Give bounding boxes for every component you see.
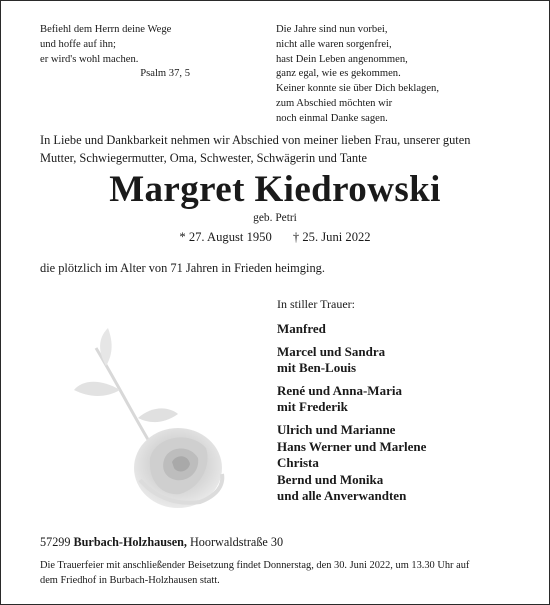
- life-dates: [0, 230, 550, 245]
- rose-icon: [60, 318, 240, 518]
- address-street: Hoorwaldstraße 30: [190, 535, 284, 549]
- mourner-group: [277, 383, 517, 416]
- poem-line: hast Dein Leben angenommen,: [276, 53, 408, 65]
- intro-text: [40, 131, 510, 167]
- intro-line: Mutter, Schwiegermutter, Oma, Schwester, Schwägerin und Tante: [40, 151, 368, 165]
- mourner-name: mit Frederik: [277, 399, 348, 415]
- verse-line: Befiehl dem Herrn deine Wege: [40, 24, 172, 35]
- bible-verse: [40, 23, 190, 82]
- poem-line: Die Jahre sind nun vorbei,: [276, 24, 388, 35]
- poem-line: zum Abschied möchten wir: [276, 97, 393, 109]
- verse-line: er wird's wohl machen.: [40, 53, 139, 65]
- mourner-name: mit Ben-Louis: [277, 360, 357, 376]
- verse-line: und hoffe auf ihn;: [40, 38, 117, 50]
- intro-line: In Liebe und Dankbarkeit nehmen wir Abschied von meiner lieben Frau, unserer guten: [40, 133, 471, 147]
- funeral-line: Die Trauerfeier mit anschließender Beisetzung findet Donnerstag, den 30. Juni 2022, um 13.30 Uhr auf: [40, 560, 470, 571]
- passing-text: die plötzlich im Alter von 71 Jahren in Frieden heimging.: [40, 261, 325, 275]
- mourner-name: Marcel und Sandra: [277, 343, 386, 359]
- deceased-name: Margret Kiedrowski: [109, 169, 441, 210]
- death-date: † 25. Juni 2022: [292, 230, 371, 244]
- mourners: [277, 297, 517, 511]
- mourner-name: Hans Werner und Marlene: [277, 438, 427, 454]
- address-zip: 57299: [40, 535, 71, 549]
- poem: [276, 23, 506, 127]
- mourner-group: [277, 321, 517, 338]
- mourner-group: [277, 344, 517, 377]
- mourner-name: Manfred: [277, 321, 326, 336]
- mourner-name: Christa: [277, 455, 319, 471]
- mourner-name: René und Anna-Maria: [277, 382, 402, 398]
- address: [40, 535, 283, 550]
- funeral-line: dem Friedhof in Burbach-Holzhausen statt.: [40, 575, 220, 586]
- poem-line: Keiner konnte sie über Dich beklagen,: [276, 83, 439, 95]
- funeral-notice: [40, 558, 515, 588]
- poem-line: ganz egal, wie es gekommen.: [276, 68, 401, 80]
- poem-line: nicht alle waren sorgenfrei,: [276, 38, 392, 50]
- verse-reference: Psalm 37, 5: [140, 68, 190, 80]
- mourner-group: [277, 422, 517, 505]
- poem-line: noch einmal Danke sagen.: [276, 112, 388, 124]
- address-town: Burbach-Holzhausen,: [73, 535, 187, 549]
- maiden-name: geb. Petri: [253, 212, 297, 224]
- mourner-name: Bernd und Monika: [277, 471, 384, 487]
- mourning-label: In stiller Trauer:: [277, 297, 355, 311]
- mourner-name: und alle Anverwandten: [277, 488, 407, 504]
- mourner-name: Ulrich und Marianne: [277, 421, 396, 437]
- birth-date: * 27. August 1950: [179, 230, 272, 244]
